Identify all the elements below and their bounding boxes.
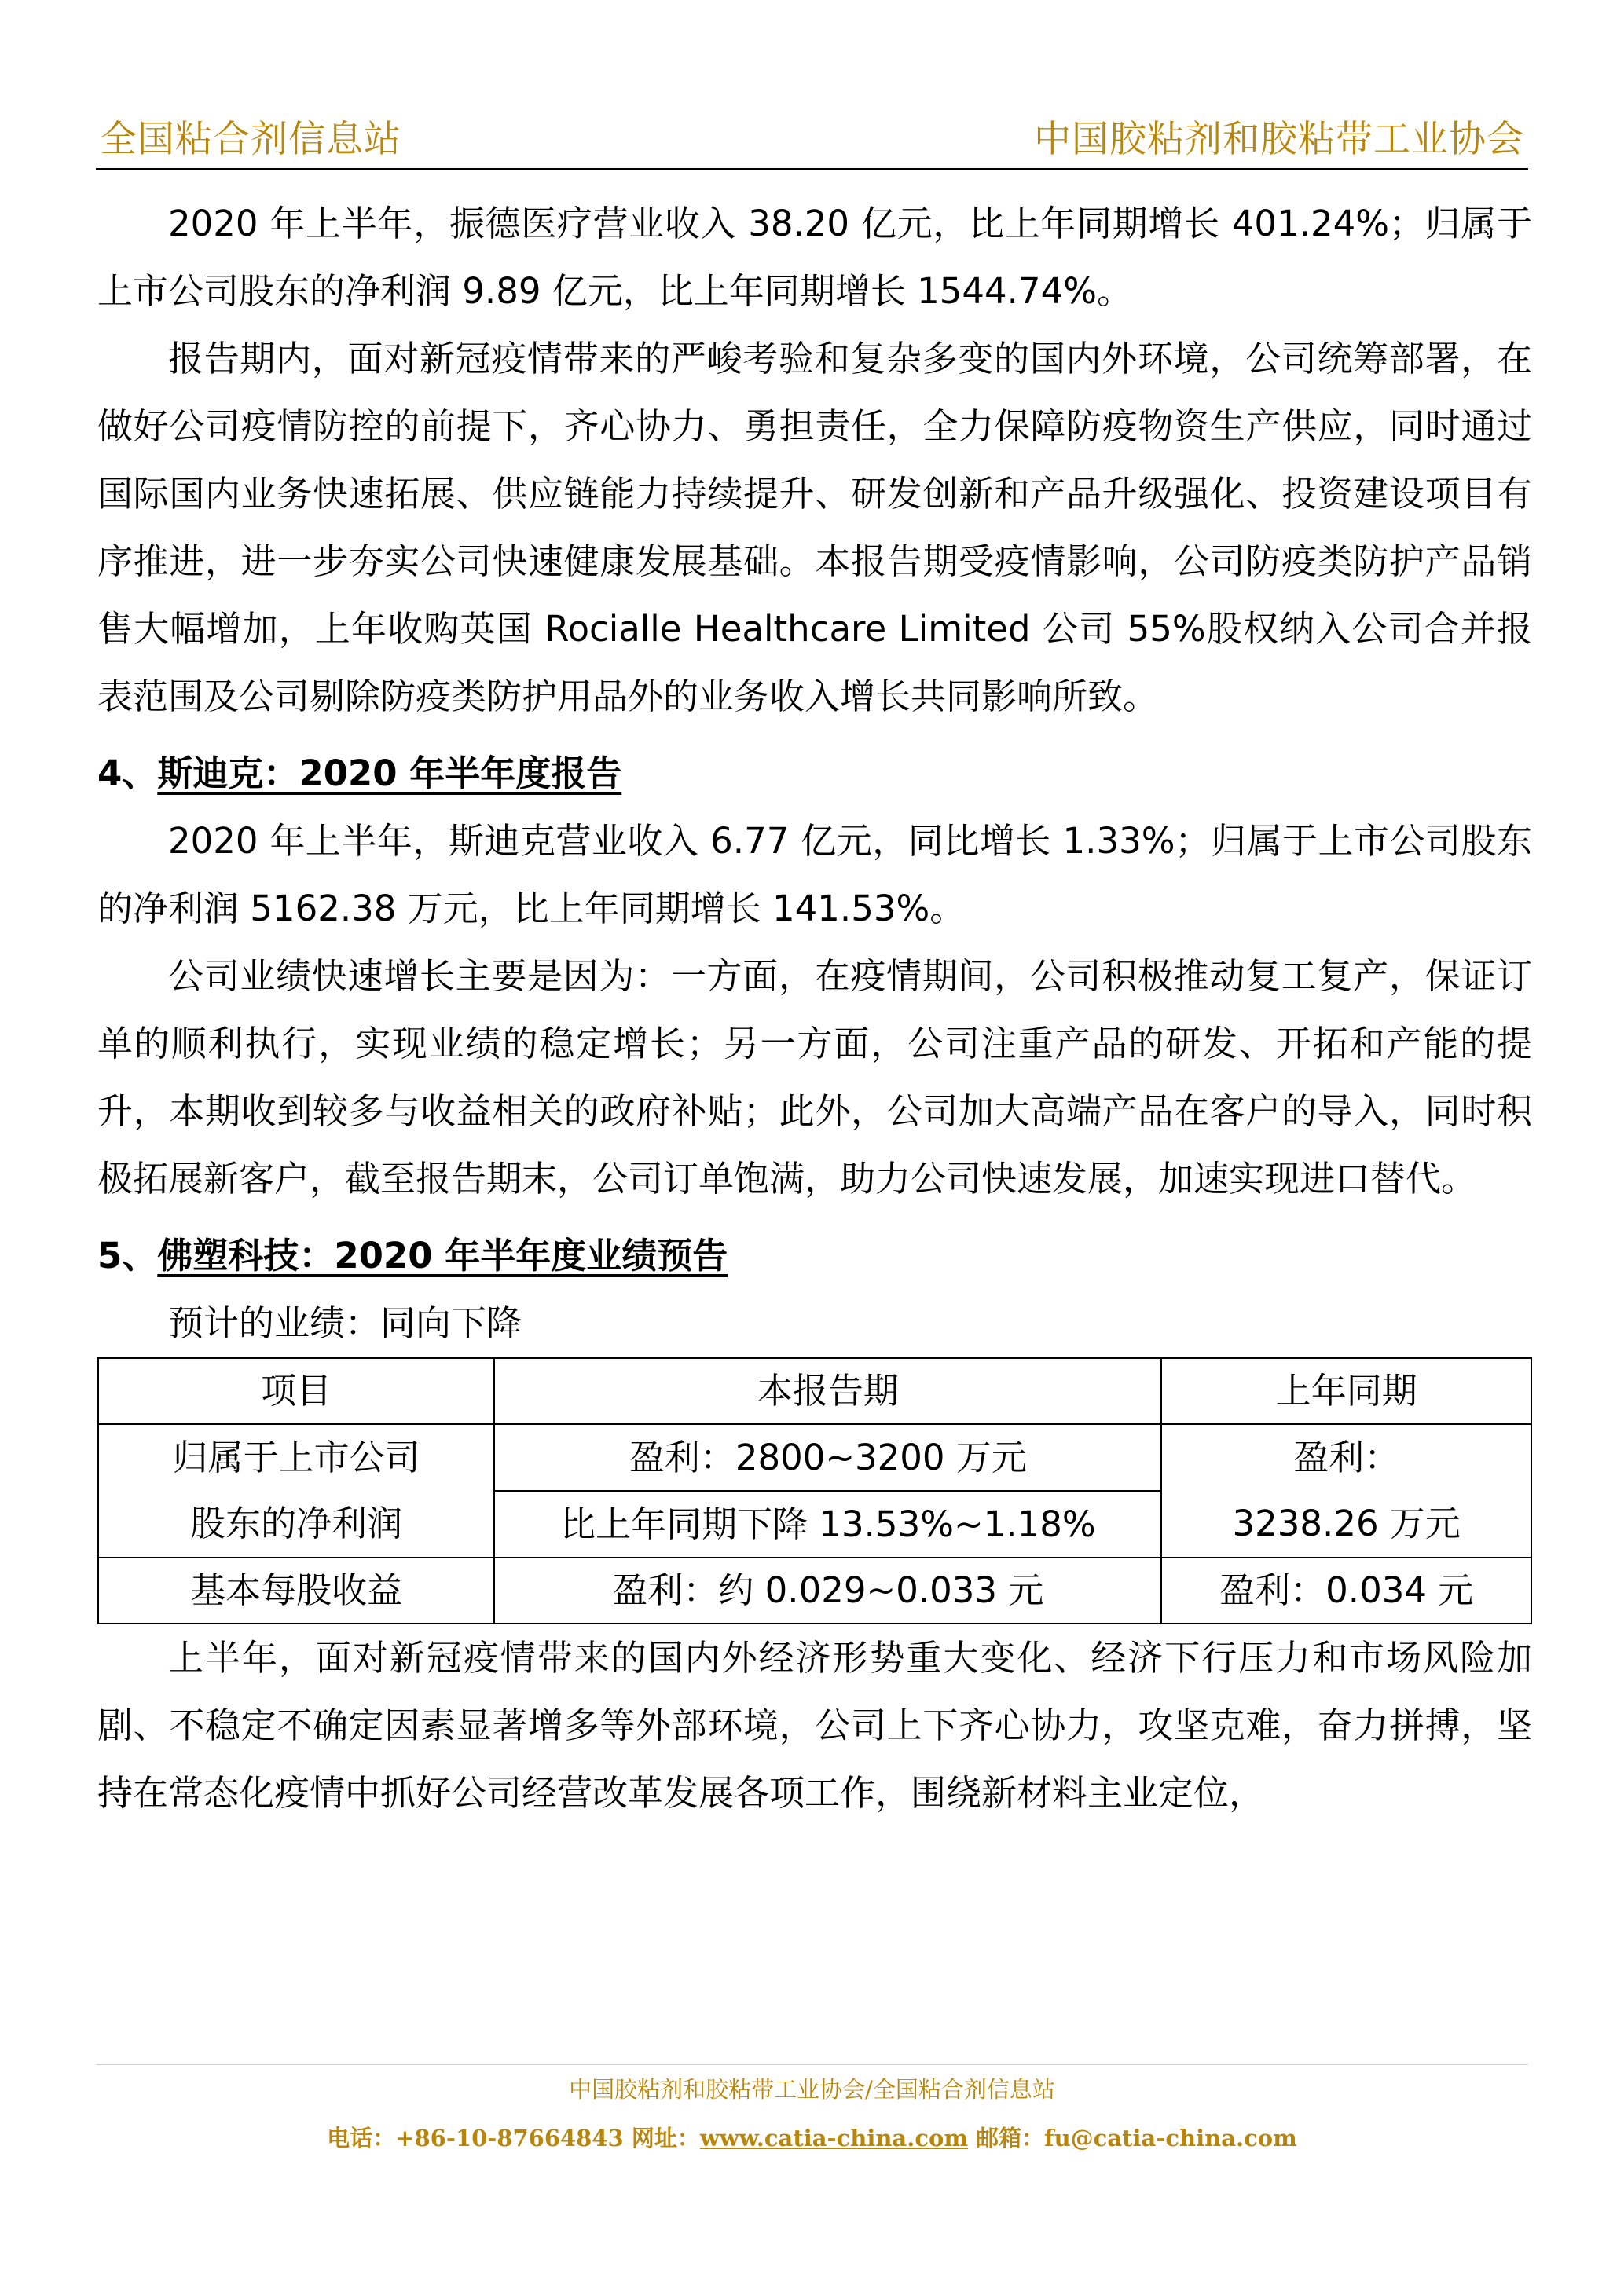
performance-forecast-table <box>97 1357 1532 1624</box>
table-row <box>98 1424 1531 1491</box>
paragraph-fosu-analysis: 上半年，面对新冠疫情带来的国内外经济形势重大变化、经济下行压力和市场风险加剧、不稳定不确定因素显著增多等外部环境，公司上下齐心协力，攻坚克难，奋力拼搏，坚持在常态化疫情中抓好公司经营改革发展各项工作，围绕新材料主业定位， <box>97 1637 1532 1814</box>
paragraph-sidike-revenue: 2020 年上半年，斯迪克营业收入 6.77 亿元，同比增长 1.33%；归属于上市公司股东的净利润 5162.38 万元，比上年同期增长 141.53%。 <box>97 820 1532 929</box>
net-profit-label-line2: 股东的净利润 <box>190 1503 403 1544</box>
table-cell-eps-prior: 盈利：0.034 元 <box>1161 1558 1531 1624</box>
table-cell-net-profit-change: 比上年同期下降 13.53%~1.18% <box>494 1491 1161 1558</box>
footer-email-label: 邮箱： <box>968 2125 1045 2151</box>
footer-phone-label: 电话： <box>327 2125 396 2151</box>
expected-performance: 预计的业绩：同向下降 <box>168 1302 522 1344</box>
paragraph-sidike-analysis: 公司业绩快速增长主要是因为：一方面，在疫情期间，公司积极推动复工复产，保证订单的顺利执行，实现业绩的稳定增长；另一方面，公司注重产品的研发、开拓和产能的提升，本期收到较多与收益相关的政府补贴；此外，公司加大高端产品在客户的导入，同时积极拓展新客户，截至报告期末，公司订单饱满，助力公司快速发展，加速实现进口替代。 <box>97 955 1532 1199</box>
table-cell-net-profit-prior <box>1161 1424 1531 1558</box>
document-body <box>97 190 1532 1827</box>
section-5-number: 5、 <box>97 1235 158 1276</box>
footer-website-link[interactable]: www.catia-china.com <box>699 2125 969 2151</box>
paragraph-zhende-analysis: 报告期内，面对新冠疫情带来的严峻考验和复杂多变的国内外环境，公司统筹部署，在做好公司疫情防控的前提下，齐心协力、勇担责任，全力保障防疫物资生产供应，同时通过国际国内业务快速拓展、供应链能力持续提升、研发创新和产品升级强化、投资建设项目有序推进，进一步夯实公司快速健康发展基础。本报告期受疫情影响，公司防疫类防护产品销售大幅增加，上年收购英国 Rocialle Healthcare Limited 公司 55%股权纳入公司合并报表范围及公司剔除防疫类防护用品外的业务收入增长共同影响所致。 <box>97 338 1532 717</box>
table-header-current-period: 本报告期 <box>494 1358 1161 1424</box>
footer-contact <box>0 2122 1624 2154</box>
table-header-prior-period: 上年同期 <box>1161 1358 1531 1424</box>
header-association-name: 中国胶粘剂和胶粘带工业协会 <box>1034 118 1524 161</box>
net-profit-prior-line1: 盈利： <box>1293 1437 1400 1478</box>
footer-phone: +86-10-87664843 <box>395 2125 624 2151</box>
table-header-row <box>98 1358 1531 1424</box>
section-5-title: 佛塑科技：2020 年半年度业绩预告 <box>157 1235 728 1276</box>
footer-email: fu@catia-china.com <box>1044 2125 1297 2151</box>
section-4-title: 斯迪克：2020 年半年度报告 <box>157 753 622 794</box>
footer-divider <box>96 2064 1528 2065</box>
net-profit-label-line1: 归属于上市公司 <box>172 1437 420 1478</box>
section-4-heading <box>97 740 1532 807</box>
table-cell-net-profit-current: 盈利：2800~3200 万元 <box>494 1424 1161 1491</box>
header-divider <box>96 168 1528 170</box>
table-row <box>98 1558 1531 1624</box>
table-cell-eps-label: 基本每股收益 <box>98 1558 494 1624</box>
section-4-number: 4、 <box>97 753 158 794</box>
table-cell-net-profit-label <box>98 1424 494 1558</box>
table-cell-eps-current: 盈利：约 0.029~0.033 元 <box>494 1558 1161 1624</box>
footer-organization: 中国胶粘剂和胶粘带工业协会/全国粘合剂信息站 <box>569 2076 1055 2103</box>
footer-website-label: 网址： <box>623 2125 700 2151</box>
net-profit-prior-line2: 3238.26 万元 <box>1232 1503 1461 1544</box>
table-header-item: 项目 <box>98 1358 494 1424</box>
header-site-name: 全国粘合剂信息站 <box>100 118 401 161</box>
section-5-heading <box>97 1222 1532 1290</box>
paragraph-zhende-revenue: 2020 年上半年，振德医疗营业收入 38.20 亿元，比上年同期增长 401.24%；归属于上市公司股东的净利润 9.89 亿元，比上年同期增长 1544.74%。 <box>97 203 1532 312</box>
